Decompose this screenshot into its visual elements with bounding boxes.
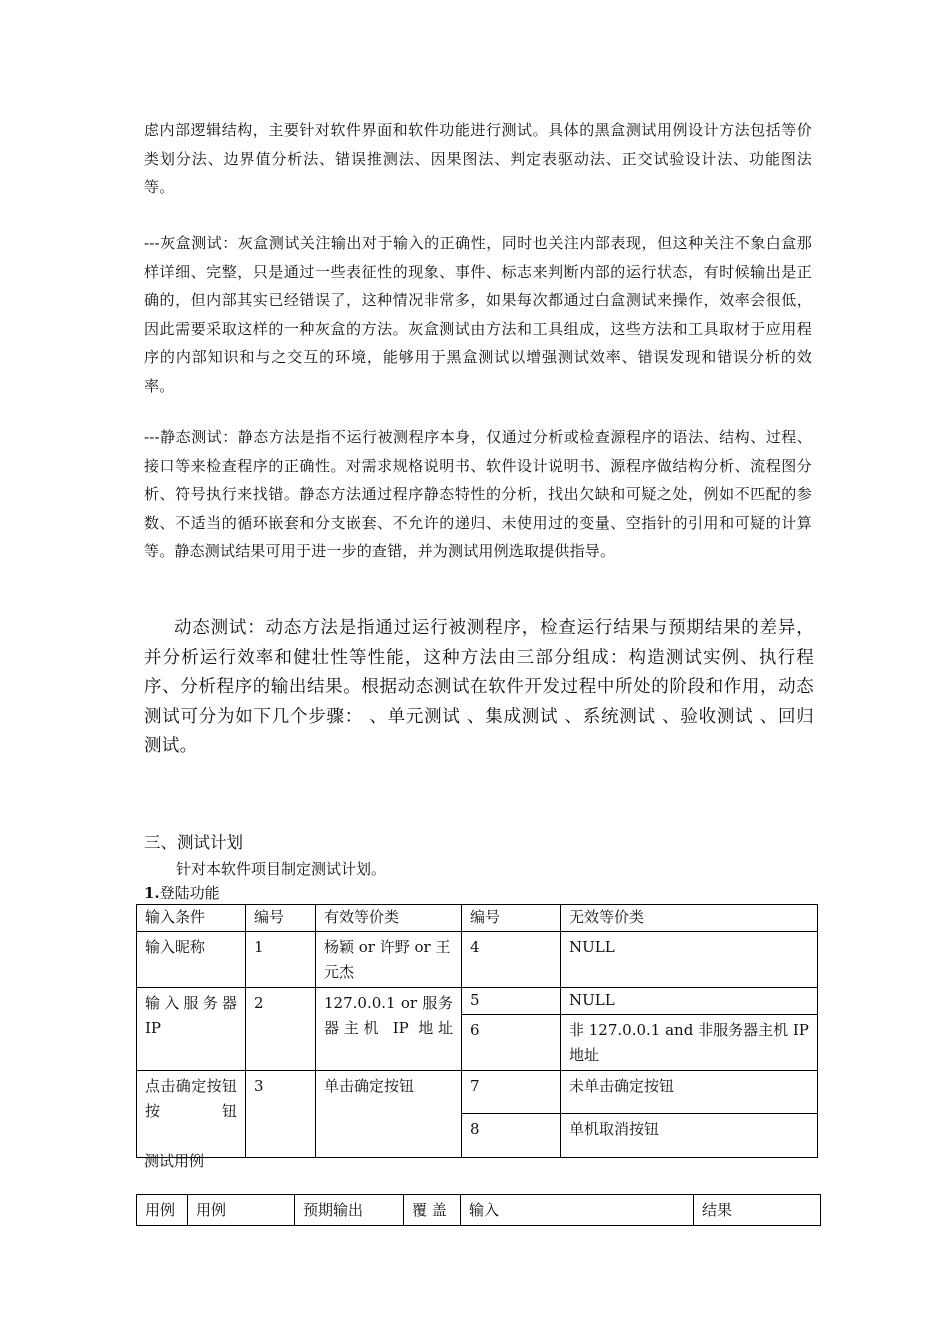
paragraph-graybox: ---灰盒测试：灰盒测试关注输出对于输入的正确性，同时也关注内部表现，但这种关注不象白盒那样详细、完整，只是通过一些表征性的现象、事件、标志来判断内部的运行状态，有时候输出是正确的，但内部其实已经错误了，这种情况非常多，如果每次都通过白盒测试来操作，效率会很低，因此需要采取这样的一种灰盒的方法。灰盒测试由方法和工具组成，这些方法和工具取材于应用程序的内部知识和与之交互的环境，能够用于黑盒测试以增强测试效率、错误发现和错误分析的效率。: [144, 234, 812, 395]
condition-cell: 输入服务器 IP: [137, 988, 246, 1071]
number-cell: 8: [462, 1114, 561, 1158]
test-case-table: [136, 1194, 821, 1226]
header-cell: 编号: [462, 905, 561, 932]
invalid-class-cell: 单机取消按钮: [561, 1114, 818, 1158]
header-cell: 用例: [188, 1195, 295, 1226]
subsection-number: 1.: [144, 884, 160, 902]
header-cell: 预期输出: [295, 1195, 404, 1226]
table-header-row: [137, 905, 818, 932]
header-cell: 输入条件: [137, 905, 246, 932]
header-cell: 编号: [246, 905, 316, 932]
number-cell: 2: [246, 988, 316, 1071]
test-case-caption: 测试用例: [144, 1152, 205, 1170]
header-cell: 无效等价类: [561, 905, 818, 932]
table-header-row: [137, 1195, 821, 1226]
table-row: [137, 988, 818, 1015]
section-intro: 针对本软件项目制定测试计划。: [176, 860, 387, 878]
header-cell: 覆 盖: [404, 1195, 461, 1226]
invalid-class-cell: 未单击确定按钮: [561, 1071, 818, 1114]
condition-cell: 输入昵称: [137, 932, 246, 988]
table-row: [137, 1071, 818, 1114]
invalid-class-cell: 非 127.0.0.1 and 非服务器主机 IP 地址: [561, 1015, 818, 1071]
number-cell: 4: [462, 932, 561, 988]
valid-class-cell: 127.0.0.1 or 服务器主机 IP 地址: [316, 988, 462, 1071]
valid-class-cell: 杨颖 or 许野 or 王元杰: [316, 932, 462, 988]
header-cell: 结果: [694, 1195, 821, 1226]
header-cell: 用例: [137, 1195, 188, 1226]
number-cell: 1: [246, 932, 316, 988]
number-cell: 6: [462, 1015, 561, 1071]
section-heading: 三、测试计划: [144, 833, 243, 852]
condition-cell: 点击确定按钮按钮: [137, 1071, 246, 1158]
number-cell: 7: [462, 1071, 561, 1114]
number-cell: 3: [246, 1071, 316, 1158]
paragraph-blackbox: 虑内部逻辑结构，主要针对软件界面和软件功能进行测试。具体的黑盒测试用例设计方法包括等价类划分法、边界值分析法、错误推测法、因果图法、判定表驱动法、正交试验设计法、功能图法等。: [144, 121, 812, 197]
paragraph-static-test: ---静态测试：静态方法是指不运行被测程序本身，仅通过分析或检查源程序的语法、结构、过程、接口等来检查程序的正确性。对需求规格说明书、软件设计说明书、源程序做结构分析、流程图分析、符号执行来找错。静态方法通过程序静态特性的分析，找出欠缺和可疑之处，例如不匹配的参数、不适当的循环嵌套和分支嵌套、不允许的递归、未使用过的变量、空指针的引用和可疑的计算等。静态测试结果可用于进一步的查错，并为测试用例选取提供指导。: [144, 428, 812, 561]
header-cell: 输入: [461, 1195, 694, 1226]
header-cell: 有效等价类: [316, 905, 462, 932]
valid-class-cell: 单击确定按钮: [316, 1071, 462, 1158]
invalid-class-cell: NULL: [561, 988, 818, 1015]
paragraph-dynamic-test: 动态测试：动态方法是指通过运行被测程序，检查运行结果与预期结果的差异，并分析运行效率和健壮性等性能，这种方法由三部分组成：构造测试实例、执行程序、分析程序的输出结果。根据动态测试在软件开发过程中所处的阶段和作用，动态测试可分为如下几个步骤： 、单元测试 、集成测试 、系统测试 、验收测试 、回归测试。: [144, 618, 814, 756]
equivalence-class-table: [136, 904, 818, 1158]
table-row: [137, 932, 818, 988]
invalid-class-cell: NULL: [561, 932, 818, 988]
subsection-title: [144, 882, 220, 903]
subsection-label: 登陆功能: [159, 884, 220, 902]
number-cell: 5: [462, 988, 561, 1015]
